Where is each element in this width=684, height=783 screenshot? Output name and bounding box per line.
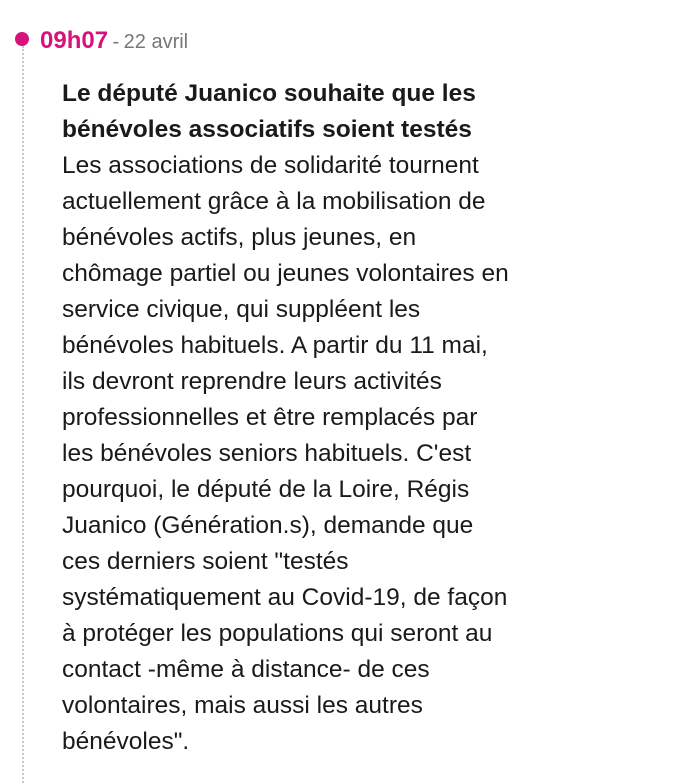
entry-body <box>62 148 662 760</box>
entry-date: 22 avril <box>123 31 189 53</box>
body-line: service civique, qui suppléent les <box>62 296 421 323</box>
body-line: bénévoles". <box>62 728 190 755</box>
live-entry <box>62 76 662 760</box>
body-line: pourquoi, le député de la Loire, Régis <box>62 476 470 503</box>
entry-meta <box>40 26 188 59</box>
body-line: systématiquement au Covid-19, de façon <box>62 584 508 611</box>
body-line: ils devront reprendre leurs activités <box>62 368 442 395</box>
entry-title-line: bénévoles associatifs soient testés <box>62 116 472 143</box>
body-line: Juanico (Génération.s), demande que <box>62 512 474 539</box>
body-line: actuellement grâce à la mobilisation de <box>62 188 486 215</box>
timeline-dot-icon <box>15 32 29 46</box>
body-line: bénévoles actifs, plus jeunes, en <box>62 224 417 251</box>
body-line: Les associations de solidarité tournent <box>62 152 479 179</box>
timeline-line <box>22 46 24 783</box>
entry-separator: - <box>112 31 120 53</box>
body-line: professionnelles et être remplacés par <box>62 404 478 431</box>
body-line: à protéger les populations qui seront au <box>62 620 493 647</box>
entry-title <box>62 76 662 148</box>
body-line: volontaires, mais aussi les autres <box>62 692 423 719</box>
body-line: les bénévoles seniors habituels. C'est <box>62 440 472 467</box>
body-line: bénévoles habituels. A partir du 11 mai, <box>62 332 488 359</box>
entry-time: 09h07 <box>40 27 109 54</box>
entry-title-line: Le député Juanico souhaite que les <box>62 80 476 107</box>
body-line: chômage partiel ou jeunes volontaires en <box>62 260 509 287</box>
body-line: contact -même à distance- de ces <box>62 656 430 683</box>
body-line: ces derniers soient "testés <box>62 548 349 575</box>
